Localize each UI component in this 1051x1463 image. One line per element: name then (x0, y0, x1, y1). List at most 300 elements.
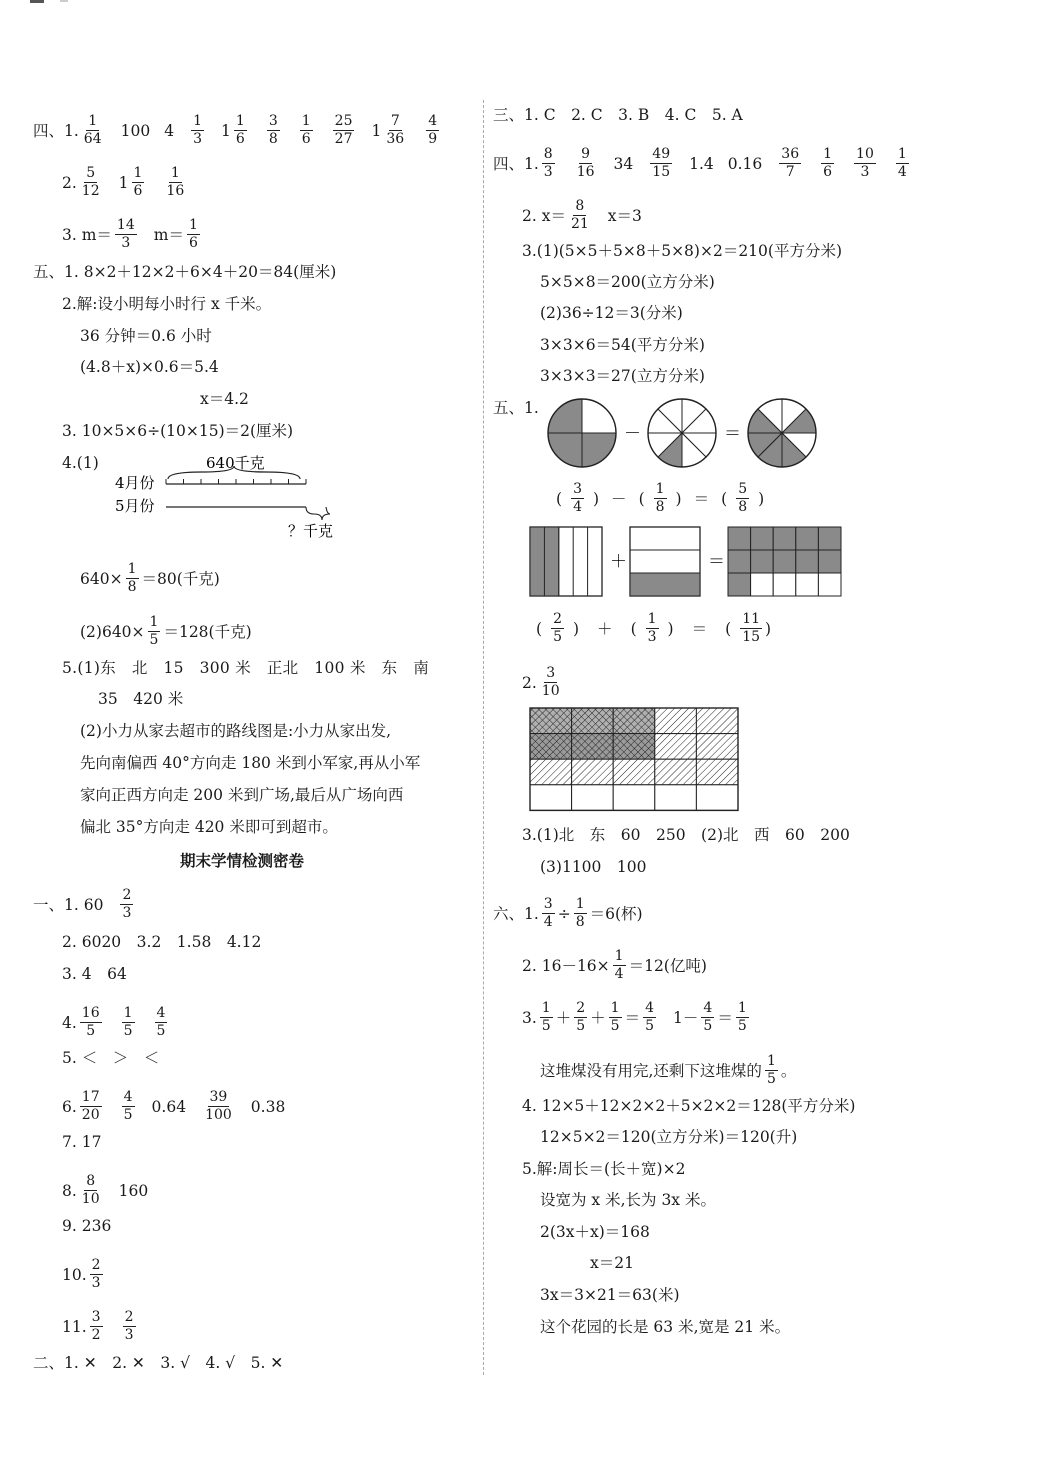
fraction (540, 666, 562, 699)
paren: ( (725, 619, 732, 638)
expr: ＝12(亿吨) (628, 956, 707, 975)
expr: 这堆煤没有用完,还剩下这堆煤的 (540, 1061, 762, 1080)
denominator: 3 (647, 629, 657, 645)
value: 160 (118, 1181, 149, 1200)
denominator: 12 (81, 183, 100, 199)
left-s4-line1 (33, 114, 442, 147)
right-s4-line2 (522, 199, 642, 232)
label: 2. (522, 673, 537, 692)
label: 3. m＝ (62, 225, 112, 244)
label: m＝ (153, 225, 184, 244)
left-s1-line3: 3. 4 64 (62, 965, 127, 983)
numerator: 1 (170, 165, 180, 181)
numerator: 39 (209, 1089, 228, 1105)
grid-cell (530, 785, 572, 811)
denominator: 7 (785, 164, 795, 180)
rect-fifths (530, 527, 602, 596)
paren: ( (536, 619, 543, 638)
grid-cell (818, 527, 841, 550)
numerator: 1 (610, 1000, 620, 1016)
left-s1-line10 (62, 1258, 106, 1291)
right-s4-line7: 3×3×3＝27(立方分米) (540, 367, 705, 385)
paren: ) (765, 619, 772, 638)
denominator: 5 (766, 1071, 776, 1087)
fraction (654, 482, 667, 515)
grid-cell (728, 550, 751, 573)
hatch-fill-cross (530, 734, 572, 760)
denominator: 5 (553, 629, 562, 645)
fraction (571, 482, 584, 515)
right-s4-line6: 3×3×6＝54(平方分米) (540, 336, 705, 354)
left-s5-line12: (2)小力从家去超市的路线图是:小力从家出发, (80, 722, 392, 740)
fraction (779, 147, 801, 180)
label: 六、1. (493, 904, 539, 923)
denominator: 8 (655, 499, 665, 515)
numerator: 3 (543, 896, 553, 912)
expr: x＝3 (607, 206, 642, 225)
fraction (122, 1006, 135, 1039)
denominator: 9 (428, 131, 438, 147)
denominator: 5 (156, 1023, 166, 1039)
operator: ＝ (717, 1008, 733, 1027)
fraction (821, 147, 834, 180)
expr: ＝128(千克) (163, 622, 252, 641)
denominator: 36 (386, 131, 405, 147)
right-s6-line5: 4. 12×5＋12×2×2＋5×2×2＝128(平方分米) (522, 1097, 856, 1115)
right-s5-line2 (522, 666, 565, 699)
fraction (609, 1001, 622, 1034)
right-s6-line2 (522, 949, 707, 982)
numerator: 1 (575, 896, 585, 912)
hatched-grid (528, 706, 743, 814)
numerator: 1 (655, 481, 665, 497)
denominator: 5 (86, 1023, 96, 1039)
denominator: 5 (149, 632, 159, 648)
fraction (80, 1090, 102, 1123)
left-s5-line7: 4.(1) (62, 454, 99, 472)
paren: ( (721, 489, 728, 508)
fraction (132, 166, 145, 199)
hatch-fill-cross (572, 734, 614, 760)
numerator: 1 (647, 611, 657, 627)
numerator: 1 (737, 1000, 747, 1016)
right-s4-line1 (493, 147, 912, 180)
fraction (736, 1001, 749, 1034)
left-s1-line4 (62, 1006, 170, 1039)
numerator: 1 (301, 113, 311, 129)
label: 4. (62, 1013, 77, 1032)
numerator: 25 (334, 113, 353, 129)
fraction (384, 114, 406, 147)
fraction (646, 612, 659, 645)
fraction (80, 166, 102, 199)
numerator: 1 (133, 165, 143, 181)
fraction (80, 1006, 102, 1039)
numerator: 4 (428, 113, 438, 129)
operator: ＝ (624, 1008, 641, 1027)
paren: ( (556, 489, 563, 508)
value: 0.38 (250, 1097, 286, 1116)
fraction (854, 147, 876, 180)
circle-eighths-five (748, 399, 816, 467)
circle-fraction-row (556, 482, 764, 515)
right-s6-line6: 12×5×2＝120(立方分米)＝120(升) (540, 1128, 798, 1146)
right-s6-line12: 这个花园的长是 63 米,宽是 21 米。 (540, 1318, 791, 1336)
diagram-april-label: 4月份 (115, 474, 155, 492)
hatch-fill (696, 708, 738, 734)
circle-diagrams (540, 395, 830, 475)
grid-cell (696, 785, 738, 811)
numerator: 1 (766, 1053, 776, 1069)
paren: ( (630, 619, 637, 638)
fraction (82, 114, 104, 147)
fraction (300, 114, 313, 147)
denominator: 15 (652, 164, 671, 180)
denominator: 64 (83, 131, 102, 147)
denominator: 3 (543, 164, 553, 180)
grid-cell (751, 573, 774, 596)
hatch-fill (655, 734, 697, 760)
numerator: 2 (576, 1000, 586, 1016)
left-s5-line3: 36 分钟＝0.6 小时 (80, 327, 212, 345)
fraction (90, 1258, 103, 1291)
april-bar (166, 479, 306, 484)
denominator: 8 (127, 579, 137, 595)
hatch-fill (696, 734, 738, 760)
right-s5-line3: 3.(1)北 东 60 250 (2)北 西 60 200 (522, 826, 850, 844)
minus-sign: － (611, 489, 627, 508)
value: 34 (613, 154, 634, 173)
right-s6-line1 (493, 897, 643, 930)
fraction (551, 612, 564, 645)
left-s5-line8 (80, 562, 220, 595)
value: 0.16 (727, 154, 763, 173)
numerator: 1 (235, 113, 245, 129)
fraction (90, 1310, 103, 1343)
denominator: 8 (575, 914, 585, 930)
fraction (765, 1054, 778, 1087)
top-mark (30, 0, 44, 3)
left-s5-line1: 五、1. 8×2＋12×2＋6×4＋20＝84(厘米) (33, 263, 337, 281)
hatch-fill (655, 708, 697, 734)
fraction (542, 147, 555, 180)
denominator: 3 (193, 131, 203, 147)
label: 11. (62, 1317, 87, 1336)
denominator: 4 (543, 914, 553, 930)
rect-fraction-row (536, 612, 771, 645)
fraction (187, 218, 200, 251)
right-s6-line9: 2(3x＋x)＝168 (540, 1223, 650, 1241)
numerator: 2 (122, 887, 132, 903)
fraction (736, 482, 749, 515)
rect-thirds (630, 527, 700, 596)
fraction (574, 1001, 587, 1034)
left-s5-line14: 家向正西方向走 200 米到广场,最后从广场向西 (80, 786, 404, 804)
plus-sign: ＋ (597, 619, 613, 638)
equals-sign: ＝ (693, 489, 710, 508)
fraction (333, 114, 355, 147)
numerator: 2 (124, 1309, 134, 1325)
numerator: 10 (856, 146, 874, 162)
numerator: 2 (91, 1257, 101, 1273)
value: 1 (221, 121, 231, 140)
minus-sign: － (624, 424, 641, 444)
value: 0.64 (151, 1097, 187, 1116)
left-s1-line2: 2. 6020 3.2 1.58 4.12 (62, 933, 262, 951)
numerator: 4 (703, 1000, 713, 1016)
fraction (613, 949, 626, 982)
left-s2-line1: 二、1. ✕ 2. ✕ 3. √ 4. √ 5. ✕ (33, 1354, 284, 1372)
fraction (650, 147, 672, 180)
label: 四、1. (33, 121, 79, 140)
left-s1-line6 (62, 1090, 285, 1123)
right-s4-line3: 3.(1)(5×5＋5×8＋5×8)×2＝210(平方分米) (522, 242, 842, 260)
grid-cell (773, 527, 796, 550)
expr: 。 (780, 1061, 797, 1080)
label: 6. (62, 1097, 77, 1116)
numerator: 4 (123, 1089, 133, 1105)
expr: 一、1. 60 (33, 895, 104, 914)
left-s5-line10: 5.(1)东 北 15 300 米 正北 100 米 东 南 (62, 659, 429, 677)
numerator: 3 (91, 1309, 101, 1325)
grid-cell (655, 785, 697, 811)
numerator: 14 (116, 217, 135, 233)
right-s4-line5: (2)36÷12＝3(分米) (540, 304, 683, 322)
left-s5-line5: x＝4.2 (200, 390, 249, 408)
grid-cell (728, 573, 751, 596)
left-s5-line2: 2.解:设小明每小时行 x 千米。 (62, 295, 272, 313)
segment-diagram (110, 448, 370, 548)
left-s5-line6: 3. 10×5×6÷(10×15)＝2(厘米) (62, 422, 294, 440)
diagram-may-label: 5月份 (115, 497, 155, 515)
numerator: 7 (390, 113, 400, 129)
hatch-fill-cross (613, 734, 655, 760)
numerator: 4 (645, 1000, 655, 1016)
fraction (203, 1090, 234, 1123)
paren: ( (638, 489, 645, 508)
fraction (542, 897, 555, 930)
numerator: 8 (575, 198, 585, 214)
right-s6-line3 (522, 1001, 752, 1034)
numerator: 1 (123, 1005, 133, 1021)
hatch-fill-cross (613, 708, 655, 734)
diagram-top-label: 640千克 (206, 454, 265, 472)
numerator: 3 (573, 481, 582, 497)
fraction (426, 114, 439, 147)
left-s5-line4: (4.8＋x)×0.6＝5.4 (80, 358, 219, 376)
bottom-brace (306, 507, 330, 520)
operator: ÷ (557, 904, 571, 923)
value: 1.4 (689, 154, 714, 173)
grid-cell (728, 527, 751, 550)
left-s1-line8 (62, 1174, 148, 1207)
fraction (643, 1001, 656, 1034)
numerator: 36 (781, 146, 800, 162)
fraction (191, 114, 204, 147)
paren: ) (758, 489, 765, 508)
denominator: 6 (188, 235, 198, 251)
denominator: 5 (576, 1018, 586, 1034)
value: 1 (371, 121, 382, 140)
hatch-fill-cross (572, 708, 614, 734)
expr: ＝80(千克) (141, 569, 220, 588)
numerator: 1 (193, 113, 203, 129)
hatch-fill (572, 759, 614, 785)
denominator: 100 (205, 1107, 232, 1123)
expr: 1－ (673, 1008, 699, 1027)
fraction (574, 897, 587, 930)
denominator: 6 (301, 131, 311, 147)
paren: ) (667, 619, 674, 638)
right-s6-line4 (540, 1054, 796, 1087)
denominator: 3 (91, 1275, 101, 1291)
left-s5-line11: 35 420 米 (98, 690, 184, 708)
denominator: 3 (122, 905, 132, 921)
label: 8. (62, 1181, 77, 1200)
circle-eighths-one (648, 399, 716, 467)
rect-fifteenths (728, 527, 841, 596)
equals-sign: ＝ (724, 424, 741, 444)
fraction (164, 166, 186, 199)
label: 3. (522, 1008, 537, 1027)
denominator: 8 (738, 499, 748, 515)
left-s1-line11 (62, 1310, 139, 1343)
numerator: 1 (897, 146, 907, 162)
denominator: 3 (121, 235, 131, 251)
rectangle-diagrams (528, 525, 848, 600)
grid-cell (796, 573, 819, 596)
diagram-question-label: ？千克 (288, 522, 334, 540)
numerator: 11 (742, 611, 761, 627)
denominator: 15 (742, 629, 761, 645)
column-divider (483, 100, 484, 1375)
denominator: 5 (737, 1018, 747, 1034)
numerator: 5 (738, 481, 748, 497)
label: 四、1. (493, 154, 539, 173)
denominator: 5 (645, 1018, 655, 1034)
denominator: 10 (541, 683, 560, 699)
grid-cell (818, 550, 841, 573)
left-s4-line2 (62, 166, 189, 199)
denominator: 16 (166, 183, 185, 199)
denominator: 5 (123, 1107, 133, 1123)
denominator: 4 (573, 499, 582, 515)
denominator: 10 (81, 1191, 100, 1207)
right-s6-line8: 设宽为 x 米,长为 3x 米。 (540, 1191, 716, 1209)
numerator: 5 (86, 165, 96, 181)
denominator: 3 (124, 1327, 134, 1343)
numerator: 9 (581, 146, 591, 162)
fraction (123, 1310, 136, 1343)
grid-cell (773, 573, 796, 596)
denominator: 2 (91, 1327, 101, 1343)
operator: ＋ (590, 1008, 606, 1027)
numerator: 16 (81, 1005, 100, 1021)
top-mark-faint (60, 0, 68, 2)
paren: ) (592, 489, 600, 508)
value: 4 (164, 121, 175, 140)
fraction (267, 114, 280, 147)
circle-quarters (548, 399, 616, 467)
hatch-fill-cross (530, 708, 572, 734)
paren: ) (572, 619, 580, 638)
numerator: 8 (86, 1173, 96, 1189)
numerator: 49 (652, 146, 671, 162)
denominator: 16 (576, 164, 595, 180)
hatch-fill (613, 759, 655, 785)
denominator: 6 (133, 183, 143, 199)
fraction (575, 147, 597, 180)
equals-sign: ＝ (691, 619, 708, 638)
value: 1 (118, 173, 129, 192)
equals-sign: ＝ (708, 552, 725, 572)
grid-cell (796, 527, 819, 550)
left-s5-line13: 先向南偏西 40°方向走 180 米到小军家,再从小军 (80, 754, 421, 772)
denominator: 5 (123, 1023, 133, 1039)
grid-cell (796, 550, 819, 573)
hatch-fill (655, 759, 697, 785)
label: 10. (62, 1265, 87, 1284)
expr: 640× (80, 569, 123, 588)
fraction (115, 218, 137, 251)
label: 2. (62, 173, 77, 192)
denominator: 5 (703, 1018, 713, 1034)
grid-cell (773, 550, 796, 573)
grid-cell (818, 573, 841, 596)
fraction (234, 114, 247, 147)
fraction (740, 612, 762, 645)
denominator: 8 (268, 131, 278, 147)
exam-title: 期末学情检测密卷 (180, 852, 305, 870)
right-s5-line4: (3)1100 100 (540, 858, 647, 876)
left-s4-line3 (62, 218, 203, 251)
fraction (80, 1174, 102, 1207)
fraction (701, 1001, 714, 1034)
fraction (155, 1006, 168, 1039)
plus-sign: ＋ (610, 552, 627, 572)
paren: ) (675, 489, 682, 508)
denominator: 3 (860, 164, 870, 180)
expr: ＝6(杯) (589, 904, 643, 923)
denominator: 4 (614, 966, 624, 982)
operator: ＋ (555, 1008, 572, 1027)
right-s5-line1: 五、1. (493, 399, 539, 417)
numerator: 1 (614, 948, 624, 964)
numerator: 2 (553, 611, 562, 627)
left-s1-line5: 5. ＜ ＞ ＜ (62, 1049, 160, 1067)
denominator: 21 (570, 216, 589, 232)
denominator: 5 (610, 1018, 620, 1034)
numerator: 3 (268, 113, 278, 129)
right-s3-line1: 三、1. C 2. C 3. B 4. C 5. A (493, 106, 743, 124)
numerator: 1 (88, 113, 98, 129)
right-s6-line7: 5.解:周长＝(长＋宽)×2 (522, 1160, 686, 1178)
expr: (2)640× (80, 622, 145, 641)
left-s1-line9: 9. 236 (62, 1217, 112, 1235)
left-s1-line1 (33, 888, 136, 921)
right-s4-line4: 5×5×8＝200(立方分米) (540, 273, 715, 291)
numerator: 8 (543, 146, 553, 162)
fraction (148, 615, 161, 648)
denominator: 4 (897, 164, 907, 180)
denominator: 20 (81, 1107, 100, 1123)
numerator: 1 (149, 614, 159, 630)
numerator: 1 (188, 217, 198, 233)
fraction (120, 888, 133, 921)
hatch-fill (696, 759, 738, 785)
fraction (569, 199, 591, 232)
left-s5-line9 (80, 615, 252, 648)
